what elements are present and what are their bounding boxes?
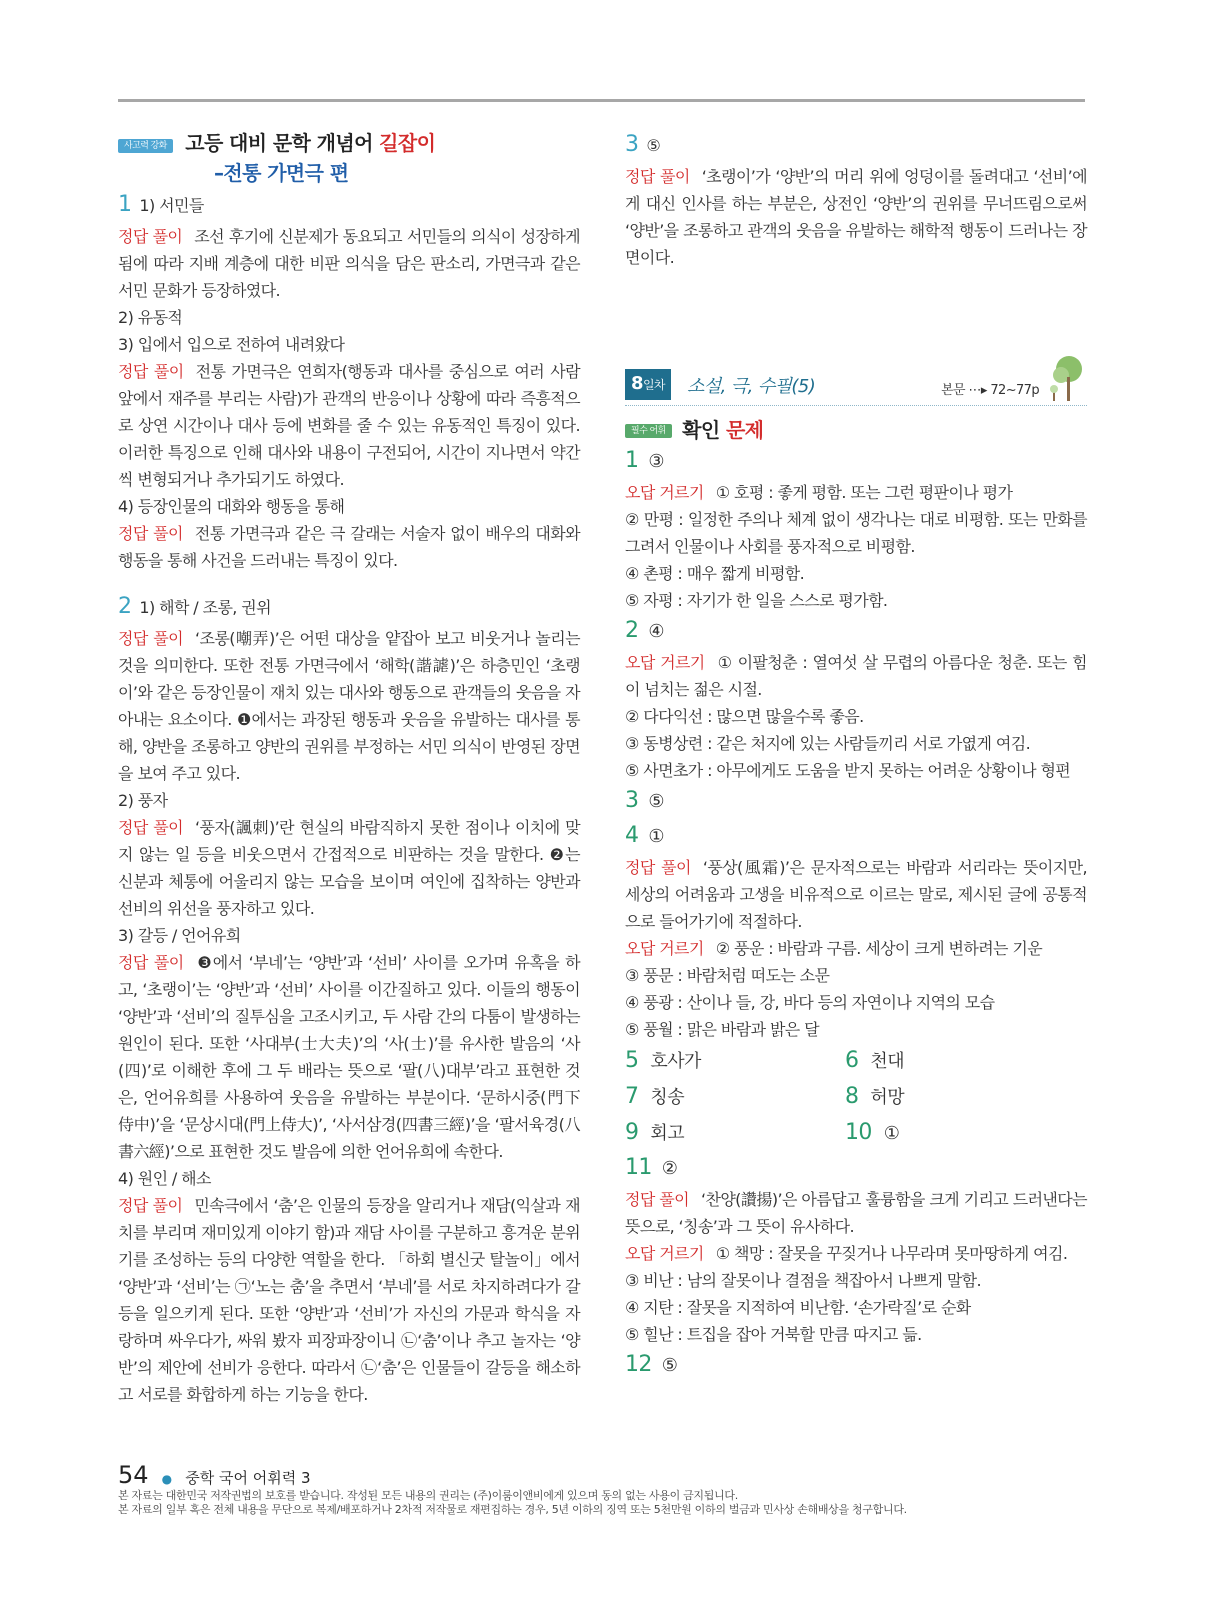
explanation	[625, 935, 1087, 962]
question-answer	[625, 128, 1087, 163]
answer-line: ⑤ 힐난 : 트집을 잡아 거북할 만큼 따지고 듦.	[625, 1325, 922, 1344]
answer-line: ④ 지탄 : 잘못을 지적하여 비난함. ‘손가락질’로 순화	[625, 1298, 971, 1317]
answer-line: ⑤ 풍월 : 맑은 바람과 밝은 달	[625, 1020, 820, 1039]
footer	[118, 1461, 1098, 1517]
explanation-tag: 정답 풀이	[118, 953, 184, 972]
explanation-tag: 정답 풀이	[625, 858, 691, 877]
pair-answer	[845, 1115, 1065, 1151]
question-number: 7	[625, 1084, 639, 1109]
question-answer	[625, 1348, 1087, 1383]
explanation	[625, 479, 1087, 506]
pair-answer	[845, 1079, 1065, 1115]
question-number: 8	[845, 1084, 859, 1109]
explanation	[625, 854, 1087, 935]
answer-text: ⑤	[648, 791, 664, 812]
explanation	[625, 1186, 1087, 1240]
right-top-answers	[625, 128, 1087, 271]
left-column	[118, 128, 580, 1408]
pair-answer	[845, 1043, 1065, 1079]
explanation-tag: 정답 풀이	[118, 818, 184, 837]
right-column	[625, 128, 1087, 1383]
explanation-tag: 오답 거르기	[625, 653, 705, 672]
explanation-text: ‘풍상(風霜)’은 문자적으로는 바람과 서리라는 뜻이지만, 세상의 어려움과 고생을 비유적으로 이르는 말로, 제시된 글에 공통적으로 들어가기에 적절하다.	[625, 858, 1087, 931]
answer-line: 2) 유동적	[118, 308, 183, 327]
question-number: 10	[845, 1120, 872, 1145]
explanation-text: 민속극에서 ‘춤’은 인물의 등장을 알리거나 재담(익살과 재치를 부리며 재미있게 이야기 함)과 재담 사이를 구분하고 흥겨운 분위기를 조성하는 등의 다양한 역할을 한다. 「하회 별신굿 탈놀이」에서 ‘양반’과 ‘선비’는 ㉠‘노는 춤’을 추면서 ‘부네’를 서로 차지하려다가 갈등을 일으키게 된다. 또한 ‘양반’과 ‘선비’가 자신의 가문과 학식을 자랑하며 싸우다가, 싸워 봤자 피장파장이니 ㉡‘춤’이나 추고 놀자는 ‘양반’의 제안에 선비가 응한다. 따라서 ㉡‘춤’은 인물들이 갈등을 해소하고 서로를 화합하게 하는 기능을 한다.	[118, 1196, 580, 1404]
answer-pair	[625, 1043, 1087, 1079]
answer-line: ④ 촌평 : 매우 짧게 비평함.	[625, 564, 805, 583]
explanation	[625, 1240, 1087, 1267]
explanation-tag: 정답 풀이	[118, 629, 184, 648]
explanation-text: 조선 후기에 신분제가 동요되고 서민들의 의식이 성장하게 됨에 따라 지배 계층에 대한 비판 의식을 담은 판소리, 가면극과 같은 서민 문화가 등장하였다.	[118, 227, 580, 300]
subsection-title: 확인 문제	[682, 418, 764, 442]
explanation	[118, 223, 580, 304]
answer-line: ③ 동병상련 : 같은 처지에 있는 사람들끼리 서로 가엾게 여김.	[625, 734, 1031, 753]
answer-text: ③	[648, 451, 664, 472]
subsection-badge: 필수 어휘	[625, 424, 672, 438]
answer-text: 1) 서민들	[139, 196, 204, 215]
answer-pair	[625, 1115, 1087, 1151]
page-number: 54	[118, 1461, 149, 1489]
explanation-text: ❸에서 ‘부네’는 ‘양반’과 ‘선비’ 사이를 오가며 유혹을 하고, ‘초랭이’는 ‘양반’과 ‘선비’ 사이를 이간질하고 있다. 이들의 행동이 ‘양반’과 ‘선비’의 질투심을 고조시키고, 두 사람 간의 다툼이 발생하는 원인이 된다. 또한 ‘사대부(士大夫)’의 ‘사(士)’를 유사한 발음의 ‘사(四)’로 이해한 후에 그 두 배라는 뜻으로 ‘팔(八)대부’라고 표현한 것은, 언어유희를 사용하여 웃음을 유발하는 부분이다. ‘문하시중(門下侍中)’을 ‘문상시대(門上侍大)’, ‘사서삼경(四書三經)’을 ‘팔서육경(八書六經)’으로 표현한 것도 발음에 의한 언어유희에 속한다.	[118, 953, 580, 1161]
question-answer	[118, 590, 580, 625]
answer-text: ②	[661, 1158, 678, 1179]
pair-answer	[625, 1079, 845, 1115]
explanation-tag: 정답 풀이	[625, 167, 690, 186]
explanation-text: 전통 가면극은 연희자(행동과 대사를 중심으로 여러 사람 앞에서 재주를 부리는 사람)가 관객의 반응이나 상황에 따라 즉흥적으로 상연 시간이나 대사 등에 변화를 줄 수 있는 유동적인 특징이 있다. 이러한 특징으로 인해 대사와 내용이 구전되어, 시간이 지나면서 약간씩 변형되거나 추가되기도 하였다.	[118, 362, 580, 489]
answer-line: ③ 풍문 : 바람처럼 떠도는 소문	[625, 966, 830, 985]
explanation-text: ‘풍자(諷刺)’란 현실의 바람직하지 못한 점이나 이치에 맞지 않는 일 등을 비웃으면서 간접적으로 비판하는 것을 말한다. ❷는 신분과 체통에 어울리지 않는 모습을 보이며 여인에 집착하는 양반과 선비의 위선을 풍자하고 있다.	[118, 818, 580, 918]
answer-line: 4) 등장인물의 대화와 행동을 통해	[118, 497, 345, 516]
answer-line: ③ 비난 : 남의 잘못이나 결점을 책잡아서 나쁘게 말함.	[625, 1271, 982, 1290]
answer-text: 칭송	[650, 1087, 684, 1108]
answer-text: 허망	[870, 1087, 904, 1108]
answer-line: ④ 풍광 : 산이나 들, 강, 바다 등의 자연이나 지역의 모습	[625, 993, 995, 1012]
question-answer	[625, 444, 1087, 479]
question-number: 2	[118, 594, 132, 619]
explanation	[118, 358, 580, 493]
explanation-tag: 정답 풀이	[118, 362, 184, 381]
tree-icon	[1047, 353, 1087, 403]
copyright-line-2: 본 자료의 일부 혹은 전체 내용을 무단으로 복제/배포하거나 2차적 저작물로 재편집하는 경우, 5년 이하의 징역 또는 5천만원 이하의 벌금과 민사상 손해배상을 청구합니다.	[118, 1503, 907, 1516]
subsection-header	[625, 416, 1087, 444]
explanation	[118, 814, 580, 922]
explanation-tag: 오답 거르기	[625, 939, 704, 958]
answer-line: ② 다다익선 : 많으면 많을수록 좋음.	[625, 707, 864, 726]
question-number: 6	[845, 1048, 859, 1073]
book-title: 중학 국어 어휘력 3	[185, 1469, 311, 1487]
bullet-icon: ●	[161, 1471, 173, 1486]
day-title: 소설, 극, 수필(5)	[687, 376, 816, 397]
explanation	[625, 649, 1087, 703]
question-number: 4	[625, 823, 639, 848]
answer-line: ⑤ 자평 : 자기가 한 일을 스스로 평가함.	[625, 591, 888, 610]
answer-text: 천대	[870, 1051, 904, 1072]
right-bottom-answers	[625, 444, 1087, 1383]
question-number: 3	[625, 132, 639, 157]
answer-line: ② 만평 : 일정한 주의나 체계 없이 생각나는 대로 비평함. 또는 만화를 그려서 인물이나 사회를 풍자적으로 비평함.	[625, 510, 1087, 556]
answer-line: 4) 원인 / 해소	[118, 1169, 211, 1188]
explanation-text: ‘찬양(讚揚)’은 아름답고 훌륭함을 크게 기리고 드러낸다는 뜻으로, ‘칭송’과 그 뜻이 유사하다.	[625, 1190, 1087, 1236]
answer-line: 3) 갈등 / 언어유희	[118, 926, 241, 945]
answer-text: ①	[883, 1123, 900, 1144]
question-number: 1	[625, 448, 639, 473]
explanation-tag: 정답 풀이	[118, 524, 183, 543]
question-number: 3	[625, 788, 639, 813]
section-title: 고등 대비 문학 개념어 길잡이	[185, 131, 436, 155]
question-answer	[625, 614, 1087, 649]
question-number: 2	[625, 618, 639, 643]
answer-pair	[625, 1079, 1087, 1115]
section-subtitle: –전통 가면극 편	[214, 161, 349, 185]
question-number: 12	[625, 1352, 652, 1377]
answer-text: ⑤	[661, 1355, 678, 1376]
pair-answer	[625, 1115, 845, 1151]
day-badge: 8일차	[625, 369, 671, 400]
answer-text: ⑤	[646, 136, 661, 155]
copyright-line-1: 본 자료는 대한민국 저작권법의 보호를 받습니다. 작성된 모든 내용의 권리는 (주)이룸이앤비에게 있으며 동의 없는 사용이 금지됩니다.	[118, 1489, 738, 1502]
answer-line: ⑤ 사면초가 : 아무에게도 도움을 받지 못하는 어려운 상황이나 형편	[625, 761, 1071, 780]
explanation-tag: 오답 거르기	[625, 1244, 704, 1263]
explanation-tag: 오답 거르기	[625, 483, 704, 502]
explanation	[118, 1192, 580, 1408]
explanation	[118, 625, 580, 787]
answer-text: ④	[648, 621, 664, 642]
explanation	[118, 520, 580, 574]
explanation-tag: 정답 풀이	[625, 1190, 689, 1209]
section-header	[118, 128, 580, 158]
answer-line: 2) 풍자	[118, 791, 168, 810]
explanation-text: ① 이팔청춘 : 열여섯 살 무렵의 아름다운 청춘. 또는 힘이 넘치는 젊은 시절.	[625, 653, 1087, 699]
top-rule	[118, 99, 1085, 102]
answer-line: 3) 입에서 입으로 전하여 내려왔다	[118, 335, 345, 354]
explanation-text: ‘초랭이’가 ‘양반’의 머리 위에 엉덩이를 돌려대고 ‘선비’에게 대신 인사를 하는 부분은, 상전인 ‘양반’의 권위를 무너뜨림으로써 ‘양반’을 조롱하고 관객의 웃음을 유발하는 해학적 행동이 드러나는 장면이다.	[625, 167, 1087, 267]
day-header	[625, 365, 1087, 406]
pair-answer	[625, 1043, 845, 1079]
answer-text: 회고	[650, 1123, 684, 1144]
question-number: 9	[625, 1120, 639, 1145]
explanation-text: 전통 가면극과 같은 극 갈래는 서술자 없이 배우의 대화와 행동을 통해 사건을 드러내는 특징이 있다.	[118, 524, 580, 570]
page-reference: 본문 ⋯▸ 72~77p	[941, 383, 1039, 398]
question-answer	[625, 784, 1087, 819]
explanation-tag: 정답 풀이	[118, 1196, 183, 1215]
answer-text: 호사가	[650, 1051, 701, 1072]
question-answer	[118, 188, 580, 223]
explanation	[118, 949, 580, 1165]
section-badge: 사고력 강화	[118, 139, 173, 153]
left-answers	[118, 188, 580, 1408]
explanation-text: ① 호평 : 좋게 평함. 또는 그런 평판이나 평가	[715, 483, 1013, 502]
explanation-text: ① 책망 : 잘못을 꾸짖거나 나무라며 못마땅하게 여김.	[715, 1244, 1068, 1263]
answer-text: 1) 해학 / 조롱, 권위	[139, 598, 271, 617]
question-answer	[625, 1151, 1087, 1186]
question-answer	[625, 819, 1087, 854]
question-number: 11	[625, 1155, 652, 1180]
explanation-text: ‘조롱(嘲弄)’은 어떤 대상을 얕잡아 보고 비웃거나 놀리는 것을 의미한다. 또한 전통 가면극에서 ‘해학(諧謔)’은 하층민인 ‘초랭이’와 같은 등장인물이 재치 있는 대사와 행동으로 관객들의 웃음을 자아내는 요소이다. ❶에서는 과장된 행동과 웃음을 유발하는 대사를 통해, 양반을 조롱하고 양반의 권위를 부정하는 서민 의식이 반영된 장면을 보여 주고 있다.	[118, 629, 580, 783]
answer-text: ①	[648, 826, 664, 847]
explanation-text: ② 풍운 : 바람과 구름. 세상이 크게 변하려는 기운	[715, 939, 1043, 958]
explanation	[625, 163, 1087, 271]
question-number: 1	[118, 192, 132, 217]
question-number: 5	[625, 1048, 639, 1073]
explanation-tag: 정답 풀이	[118, 227, 183, 246]
